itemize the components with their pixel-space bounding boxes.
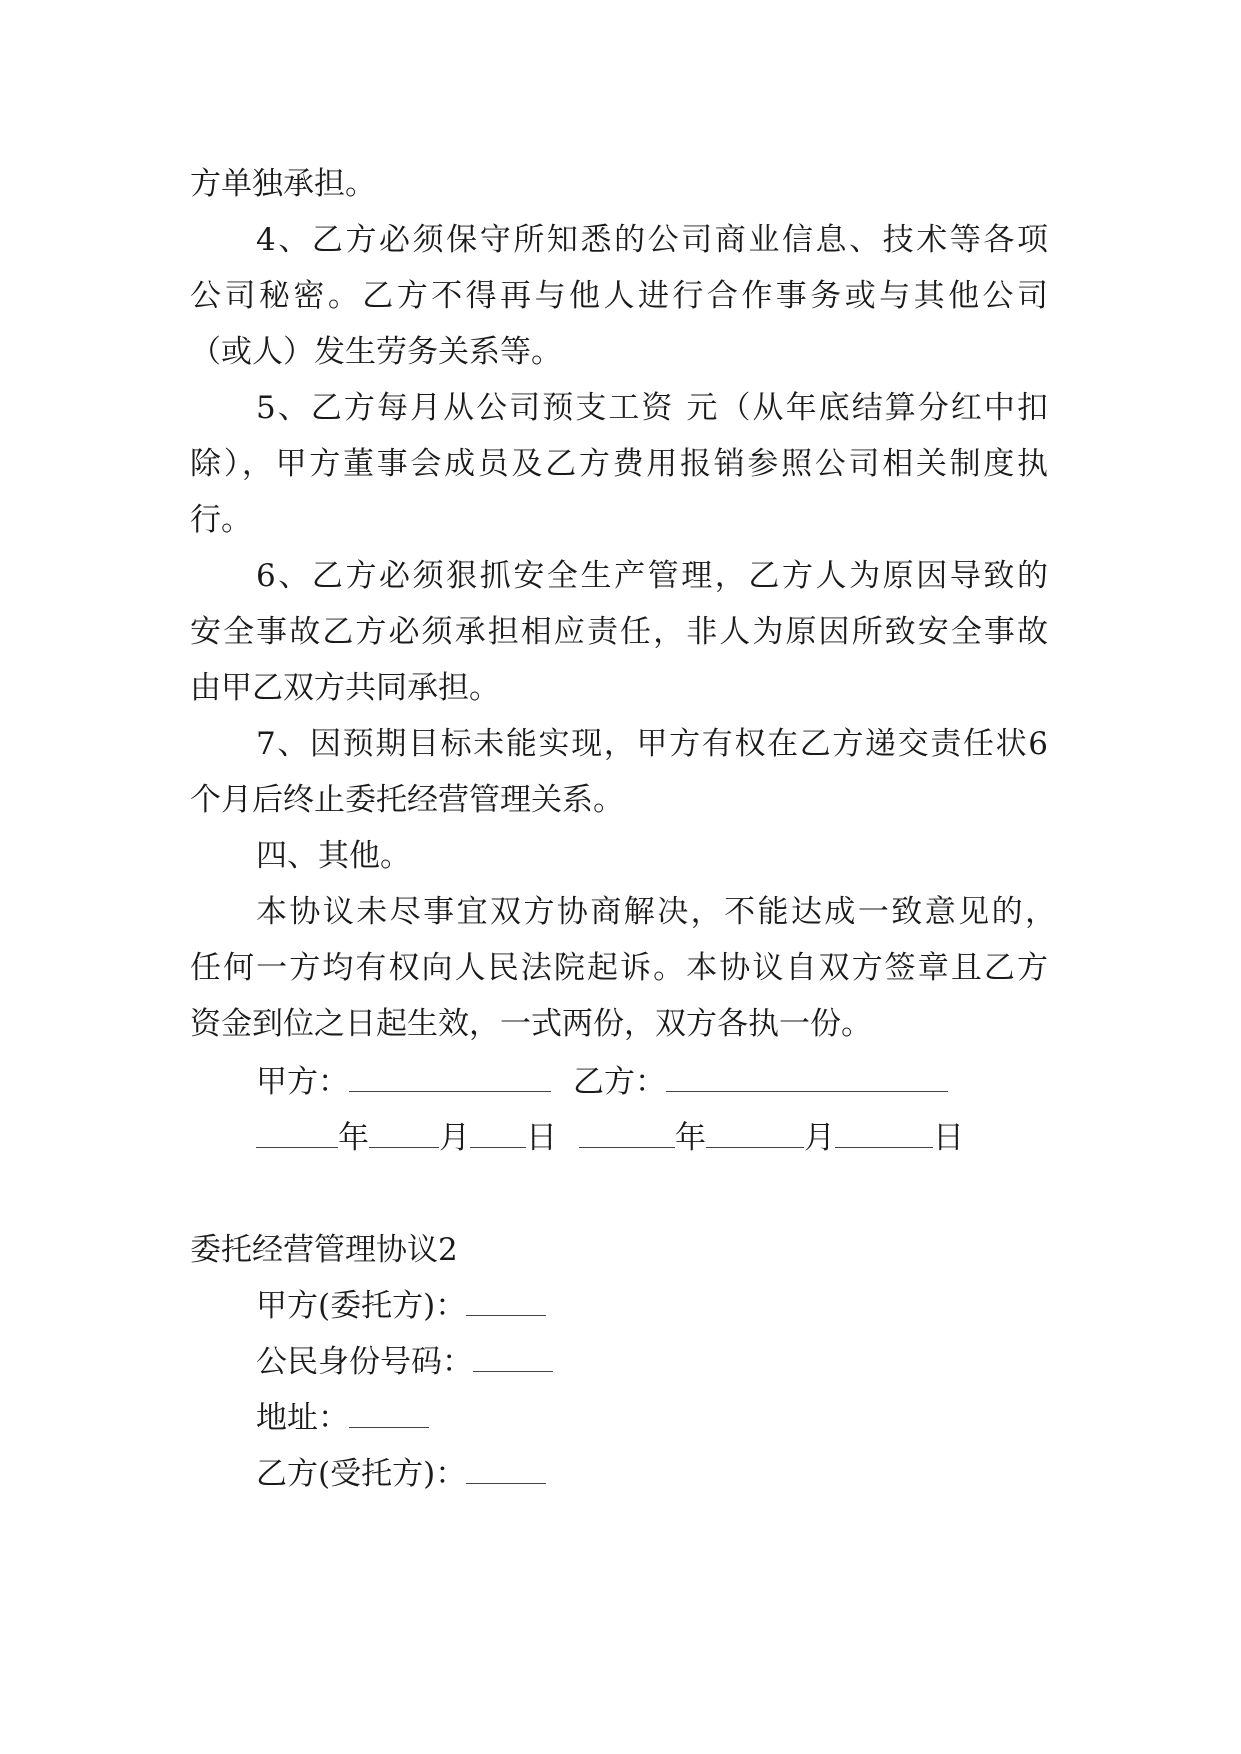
party-b-month-blank[interactable] [706, 1121, 804, 1148]
paragraph-line: 资金到位之日起生效，一式两份，双方各执一份。 [190, 1006, 872, 1042]
month-label: 月 [439, 1120, 470, 1156]
month-label: 月 [804, 1120, 835, 1156]
paragraph-line: 个月后终止委托经营管理关系。 [190, 782, 624, 818]
principal-label: 甲方(委托方)： [256, 1288, 467, 1324]
trustee-label: 乙方(受托方)： [256, 1456, 467, 1492]
address-label: 地址： [256, 1400, 349, 1436]
paragraph-line: 行。 [190, 502, 252, 538]
paragraph-line: 7、因预期目标未能实现，甲方有权在乙方递交责任状6 [256, 726, 1048, 762]
form-field-line [256, 1398, 429, 1438]
paragraph-line: 本协议未尽事宜双方协商解决，不能达成一致意见的， [256, 894, 1056, 930]
party-b-label: 乙方： [573, 1064, 666, 1100]
trustee-blank[interactable] [466, 1457, 546, 1484]
principal-blank[interactable] [466, 1289, 546, 1316]
document-title: 委托经营管理协议2 [190, 1232, 458, 1268]
form-field-line [256, 1286, 546, 1326]
party-a-label: 甲方： [256, 1064, 349, 1100]
paragraph-line: 由甲乙双方共同承担。 [190, 670, 500, 706]
party-a-signature-blank[interactable] [349, 1065, 551, 1092]
paragraph-line: 任何一方均有权向人民法院起诉。本协议自双方签章且乙方 [190, 950, 1048, 986]
year-label: 年 [338, 1120, 369, 1156]
paragraph-line: 4、乙方必须保守所知悉的公司商业信息、技术等各项 [256, 222, 1048, 258]
day-label: 日 [933, 1120, 964, 1156]
signature-line [256, 1062, 948, 1102]
day-label: 日 [526, 1120, 557, 1156]
year-label: 年 [675, 1120, 706, 1156]
party-a-month-blank[interactable] [369, 1121, 439, 1148]
paragraph-line: 安全事故乙方必须承担相应责任，非人为原因所致安全事故 [190, 614, 1048, 650]
party-b-signature-blank[interactable] [666, 1065, 948, 1092]
party-b-year-blank[interactable] [579, 1121, 675, 1148]
paragraph-line: 5、乙方每月从公司预支工资 元（从年底结算分红中扣 [256, 390, 1048, 426]
party-a-year-blank[interactable] [256, 1121, 338, 1148]
paragraph-line: 除），甲方董事会成员及乙方费用报销参照公司相关制度执 [190, 446, 1048, 482]
id-number-label: 公民身份号码： [256, 1344, 473, 1380]
id-number-blank[interactable] [473, 1345, 553, 1372]
paragraph-line: （或人）发生劳务关系等。 [190, 334, 562, 370]
section-heading: 四、其他。 [256, 838, 411, 874]
address-blank[interactable] [349, 1401, 429, 1428]
form-field-line [256, 1342, 553, 1382]
paragraph-line: 方单独承担。 [190, 166, 376, 202]
paragraph-line: 6、乙方必须狠抓安全生产管理，乙方人为原因导致的 [256, 558, 1048, 594]
party-b-day-blank[interactable] [835, 1121, 933, 1148]
date-line [256, 1118, 964, 1158]
form-field-line [256, 1454, 546, 1494]
paragraph-line: 公司秘密。乙方不得再与他人进行合作事务或与其他公司 [190, 278, 1048, 314]
party-a-day-blank[interactable] [470, 1121, 526, 1148]
